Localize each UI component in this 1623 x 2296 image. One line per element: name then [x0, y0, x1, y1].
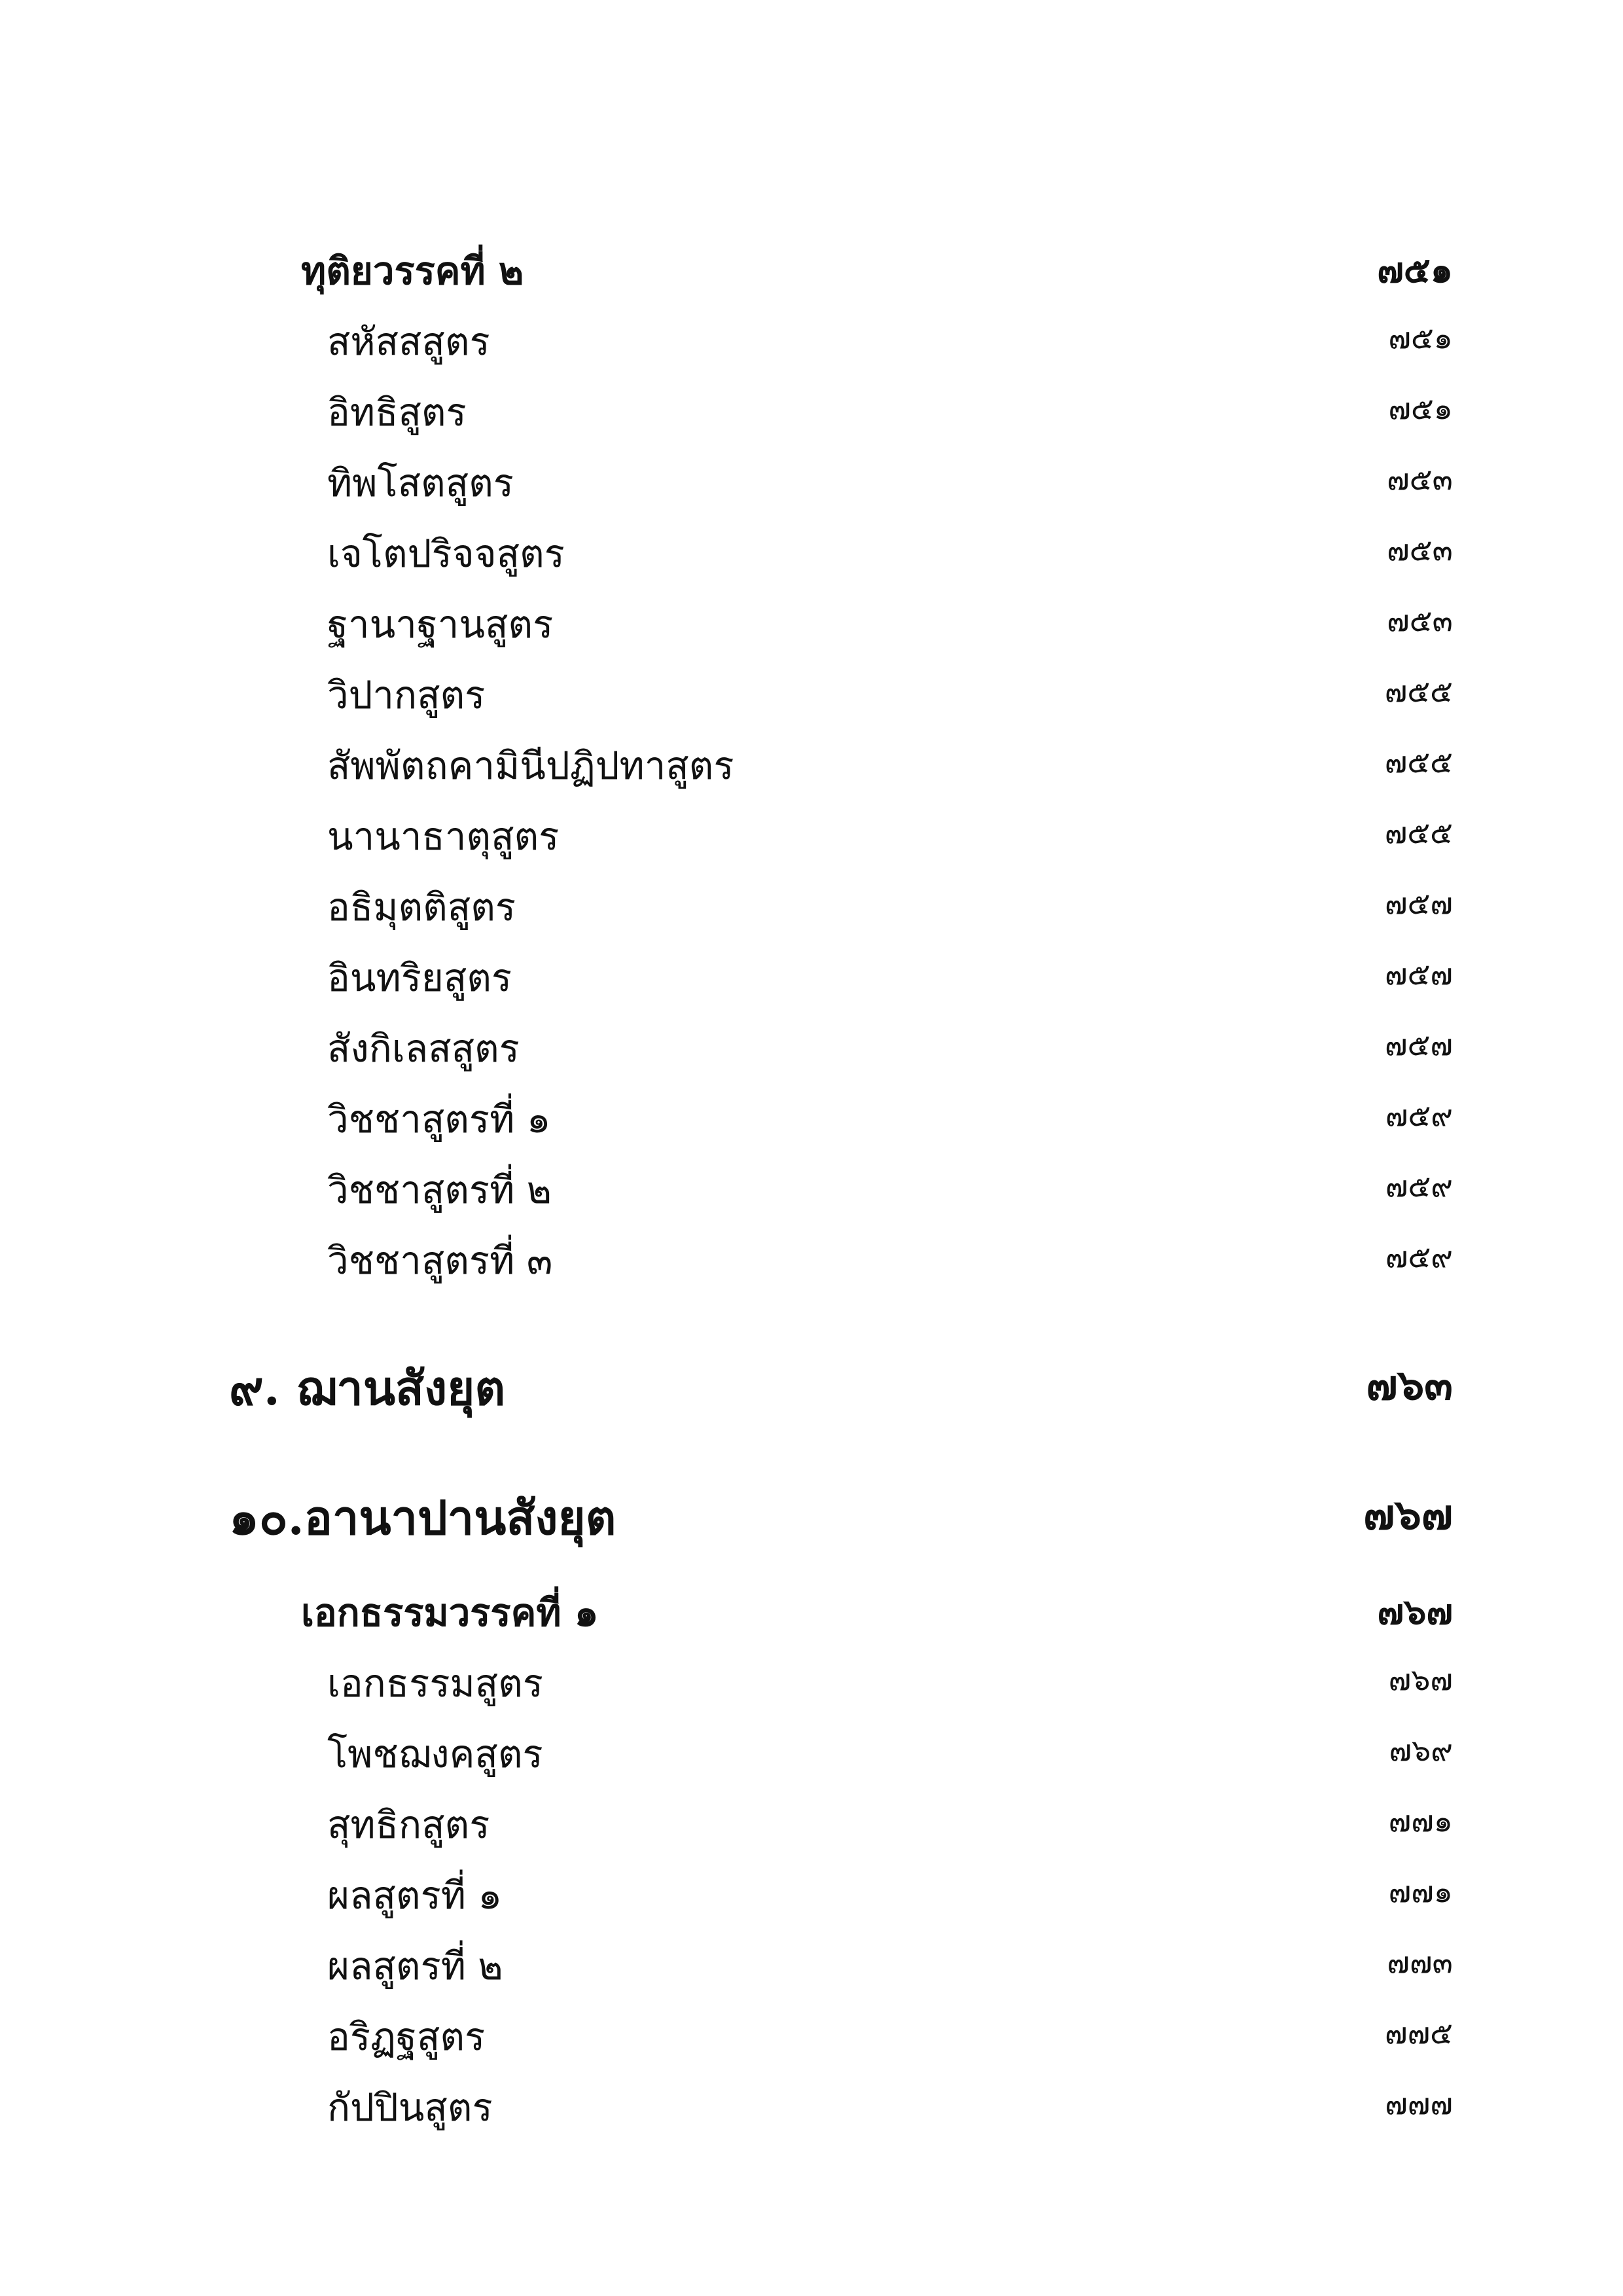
toc-page-number: ๗๗๗: [1385, 2086, 1453, 2121]
toc-title: ทุติยวรรคที่ ๒: [301, 249, 524, 293]
toc-title: อธิมุตติสูตร: [327, 885, 516, 929]
toc-title: สังกิเลสสูตร: [327, 1026, 520, 1071]
toc-title: โพชฌงคสูตร: [327, 1732, 543, 1776]
toc-page-number: ๗๗๕: [1385, 2015, 1453, 2051]
toc-page-number: ๗๕๕: [1384, 815, 1453, 850]
toc-title: วิชชาสูตรที่ ๓: [327, 1238, 553, 1283]
toc-title: ผลสูตรที่ ๑: [327, 1873, 503, 1918]
toc-title: เอกธรรมสูตร: [327, 1661, 543, 1706]
toc-title: ฐานาฐานสูตร: [327, 602, 554, 647]
toc-title: กัปปินสูตร: [327, 2085, 493, 2130]
toc-page-number: ๗๖๓: [1366, 1361, 1453, 1410]
toc-page-number: ๗๕๑: [1388, 391, 1453, 426]
toc-page-number: ๗๕๙: [1385, 1098, 1453, 1133]
toc-page-number: ๗๖๗: [1363, 1490, 1453, 1539]
toc-title: สุทธิกสูตร: [327, 1803, 490, 1847]
toc-title: วิชชาสูตรที่ ๑: [327, 1097, 551, 1141]
toc-page-number: ๗๕๓: [1387, 603, 1453, 638]
toc-title: อริฏฐสูตร: [327, 2015, 486, 2059]
toc-title: เอกธรรมวรรคที่ ๑: [301, 1590, 599, 1635]
toc-title: อิทธิสูตร: [327, 390, 467, 435]
toc-title: ๑๐.อานาปานสังยุต: [229, 1490, 616, 1545]
toc-title: นานาธาตุสูตร: [327, 814, 560, 859]
toc-page-number: ๗๕๑: [1388, 320, 1453, 355]
toc-page-number: ๗๕๕: [1384, 673, 1453, 709]
toc-page-number: ๗๗๓: [1387, 1945, 1453, 1980]
toc-page-number: ๗๕๕: [1384, 744, 1453, 780]
toc-page-number: ๗๕๙: [1385, 1239, 1453, 1274]
toc-title: เจโตปริจจสูตร: [327, 531, 565, 576]
toc-page-number: ๗๖๗: [1377, 1590, 1453, 1632]
toc-title: สัพพัตถคามินีปฏิปทาสูตร: [327, 744, 734, 788]
toc-page-number: ๗๕๙: [1385, 1168, 1453, 1204]
toc-page-number: ๗๕๓: [1387, 461, 1453, 497]
toc-title: อินทริยสูตร: [327, 956, 512, 1000]
toc-title: สหัสสสูตร: [327, 319, 490, 364]
toc-page-number: ๗๗๑: [1388, 1803, 1453, 1839]
toc-title: ทิพโสตสูตร: [327, 461, 514, 505]
toc-title: ผลสูตรที่ ๒: [327, 1944, 503, 1988]
toc-page-number: ๗๕๗: [1385, 956, 1453, 992]
toc-page-number: ๗๕๗: [1385, 1027, 1453, 1062]
toc-title: ๙. ฌานสังยุต: [229, 1360, 506, 1416]
toc-page-number: ๗๕๑: [1377, 249, 1453, 291]
toc-page-number: ๗๖๗: [1388, 1662, 1453, 1697]
toc-page-number: ๗๕๗: [1385, 886, 1453, 921]
toc-page-number: ๗๗๑: [1388, 1874, 1453, 1909]
toc-title: วิปากสูตร: [327, 673, 486, 717]
toc-page-number: ๗๖๙: [1389, 1732, 1453, 1768]
toc-title: วิชชาสูตรที่ ๒: [327, 1168, 552, 1212]
toc-page-number: ๗๕๓: [1387, 532, 1453, 567]
